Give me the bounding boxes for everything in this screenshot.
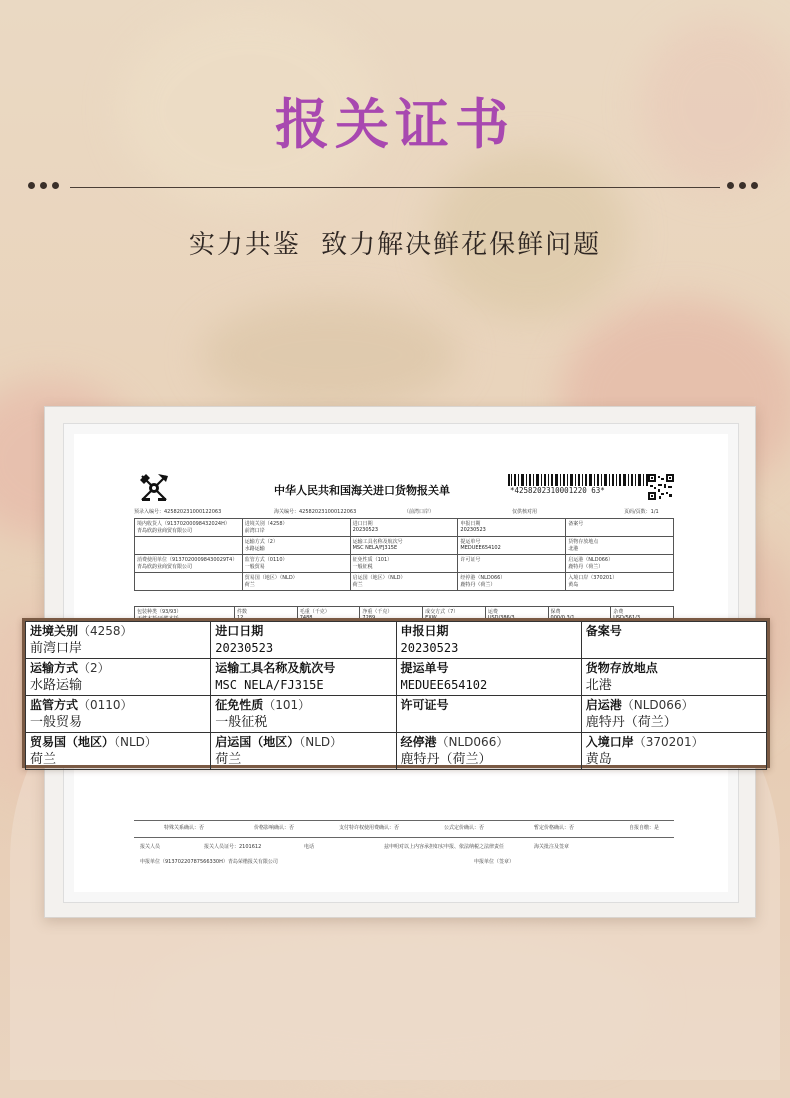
detail-table — [25, 621, 767, 770]
cell-label: 运输方式（2） — [244, 539, 278, 545]
special-relation-confirm: 特殊关系确认：否 — [164, 825, 205, 831]
cell-value: 前湾口岸 — [244, 528, 265, 534]
page-subtitle: 实力共鉴 致力解决鲜花保鲜问题 — [188, 230, 602, 260]
cell-value: 鹿特丹（荷兰） — [460, 582, 496, 588]
field-value: 前湾口岸 — [30, 641, 83, 656]
field-value: 水路运输 — [30, 678, 83, 693]
barcode-number: *4258202310001220 63* — [510, 486, 605, 495]
field-label: 提运单号 — [400, 661, 449, 675]
cell-label: 进口日期 — [352, 521, 373, 527]
cell-label: 件数 — [237, 609, 248, 615]
cell-value: 青岛欣韵业商贸有限公司 — [137, 528, 193, 534]
field-value: 荷兰 — [30, 752, 57, 767]
cell-value: 20230523 — [460, 527, 486, 533]
field-code: （101） — [263, 698, 311, 712]
cell-label: 运费 — [487, 609, 498, 615]
table-row — [26, 733, 767, 770]
cell-label: 启运港（NLD066） — [568, 557, 614, 563]
divider-line — [134, 820, 674, 821]
cell-value: 青岛欣韵业商贸有限公司 — [137, 564, 193, 570]
cell-label: 运输工具名称及航次号 — [352, 539, 403, 545]
field-value: 黄岛 — [585, 752, 612, 767]
cell-value: 一般贸易 — [244, 564, 265, 570]
provisional-price-confirm: 暂定价格确认：否 — [534, 825, 575, 831]
field-label: 启运港 — [585, 698, 622, 712]
page-title: 报关证书 — [275, 93, 515, 156]
field-label: 备案号 — [585, 624, 622, 638]
zoomed-detail-table — [22, 618, 770, 768]
customs-number: 海关编号：425820231000122063 — [274, 509, 357, 515]
cell-label: 监管方式（0110） — [244, 557, 288, 563]
field-code: （4258） — [78, 624, 133, 638]
field-code: （2） — [78, 661, 110, 675]
check-only-note: 仅供核对用 — [512, 509, 538, 515]
cell-value: MSC NELA/FJ315E — [352, 545, 398, 551]
document-title: 中华人民共和国海关进口货物报关单 — [274, 484, 450, 497]
field-value: 一般贸易 — [30, 715, 83, 730]
declarant-cert: 报关人员证号：2101612 — [204, 844, 262, 850]
cell-label: 许可证号 — [460, 557, 481, 563]
field-label: 货物存放地点 — [585, 661, 658, 675]
unit-seal: 申报单位（签章） — [474, 859, 515, 865]
cell-value: 北港 — [568, 546, 579, 552]
declaring-unit: 申报单位（91370220787566330H）青岛荣楷报关有限公司 — [140, 859, 278, 865]
phone-label: 电话 — [304, 844, 315, 850]
document-header — [134, 470, 674, 510]
field-label: 启运国（地区） — [215, 735, 300, 749]
cell-label: 保费 — [550, 609, 561, 615]
declaration-table — [134, 518, 674, 591]
field-value: 20230523 — [400, 641, 459, 655]
cell-label: 杂费 — [613, 609, 624, 615]
field-code: （370201） — [633, 735, 704, 749]
table-row — [135, 537, 674, 555]
cell-value: 20230523 — [352, 527, 379, 533]
cell-label: 包装种类（93/93） — [137, 609, 182, 615]
field-label: 运输工具名称及航次号 — [215, 661, 336, 675]
field-value: 20230523 — [215, 641, 274, 655]
table-row — [135, 573, 674, 591]
cell-value: 荷兰 — [352, 582, 363, 588]
field-label: 入境口岸 — [585, 735, 634, 749]
field-code: （NLD066） — [436, 735, 509, 749]
field-value: 鹿特丹（荷兰） — [585, 715, 677, 730]
field-value: MEDUEE654102 — [400, 678, 488, 692]
field-label: 监管方式 — [30, 698, 79, 712]
barcode-icon — [508, 474, 648, 486]
pre-entry-number: 预录入编号：425820231000122063 — [134, 509, 222, 515]
table-row — [135, 555, 674, 573]
field-code: （NLD） — [299, 735, 343, 749]
cell-label: 净重（千克） — [362, 609, 393, 615]
page-count: 页码/页数：1/1 — [624, 509, 659, 515]
field-label: 进口日期 — [215, 624, 264, 638]
cell-value: 荷兰 — [244, 582, 255, 588]
cell-label: 入境口岸（370201） — [568, 575, 618, 581]
cell-label: 征免性质（101） — [352, 557, 393, 563]
cell-label: 启运国（地区）（NLD） — [352, 575, 406, 581]
divider-line — [134, 837, 674, 838]
cell-label: 境内收货人（91370200098432024H） — [137, 521, 230, 527]
field-label: 经停港 — [400, 735, 437, 749]
bg-foliage — [200, 300, 460, 410]
field-label: 申报日期 — [400, 624, 449, 638]
cell-value: MEDUEE654102 — [460, 545, 501, 551]
field-value: 荷兰 — [215, 752, 242, 767]
field-label: 许可证号 — [400, 698, 449, 712]
cell-value: 黄岛 — [568, 582, 579, 588]
field-label: 征免性质 — [215, 698, 264, 712]
dots-ornament-left — [28, 182, 59, 189]
qr-code-icon — [648, 474, 674, 500]
cell-label: 申报日期 — [460, 521, 481, 527]
legal-statement: 兹申明对以上内容承担如实申报、依法纳税之法律责任 — [384, 844, 505, 850]
cell-label: 成交方式（7） — [425, 609, 459, 615]
self-declare-confirm: 自报自缴：是 — [629, 825, 660, 831]
dots-ornament-right — [727, 182, 758, 189]
table-row — [135, 519, 674, 537]
field-label: 进境关别 — [30, 624, 79, 638]
field-value: 北港 — [585, 678, 612, 693]
field-label: 运输方式 — [30, 661, 79, 675]
table-row — [26, 622, 767, 659]
cell-value: 鹿特丹（荷兰） — [568, 564, 604, 570]
cell-value: 一般征税 — [352, 564, 373, 570]
field-value: MSC NELA/FJ315E — [215, 678, 324, 692]
cell-label: 毛重（千克） — [299, 609, 330, 615]
field-label: 贸易国（地区） — [30, 735, 115, 749]
table-row — [26, 696, 767, 733]
cell-label: 提运单号 — [460, 539, 481, 545]
table-row — [26, 659, 767, 696]
royalty-confirm: 支付特许权使用费确认：否 — [339, 825, 400, 831]
declarant-label: 报关人员 — [140, 844, 161, 850]
cell-label: 货物存放地点 — [568, 539, 599, 545]
cell-label: 经停港（NLD066） — [460, 575, 506, 581]
field-code: （NLD066） — [621, 698, 694, 712]
customs-note: 海关批注及签章 — [534, 844, 570, 850]
price-impact-confirm: 价格影响确认：否 — [254, 825, 295, 831]
field-value: 一般征税 — [215, 715, 268, 730]
cell-label: 消费使用单位（91370200098430029T4） — [137, 557, 238, 563]
customs-emblem-icon — [136, 472, 172, 504]
cell-label: 进境关别（4258） — [244, 521, 288, 527]
cell-label: 备案号 — [568, 521, 584, 527]
field-code: （NLD） — [114, 735, 157, 749]
field-value: 鹿特丹（荷兰） — [400, 752, 492, 767]
formula-pricing-confirm: 公式定价确认：否 — [444, 825, 485, 831]
field-code: （0110） — [78, 698, 133, 712]
title-divider — [70, 187, 720, 188]
cell-label: 贸易国（地区）（NLD） — [244, 575, 298, 581]
port-name: （前湾口岸） — [404, 509, 435, 515]
cell-value: 水路运输 — [244, 546, 265, 552]
